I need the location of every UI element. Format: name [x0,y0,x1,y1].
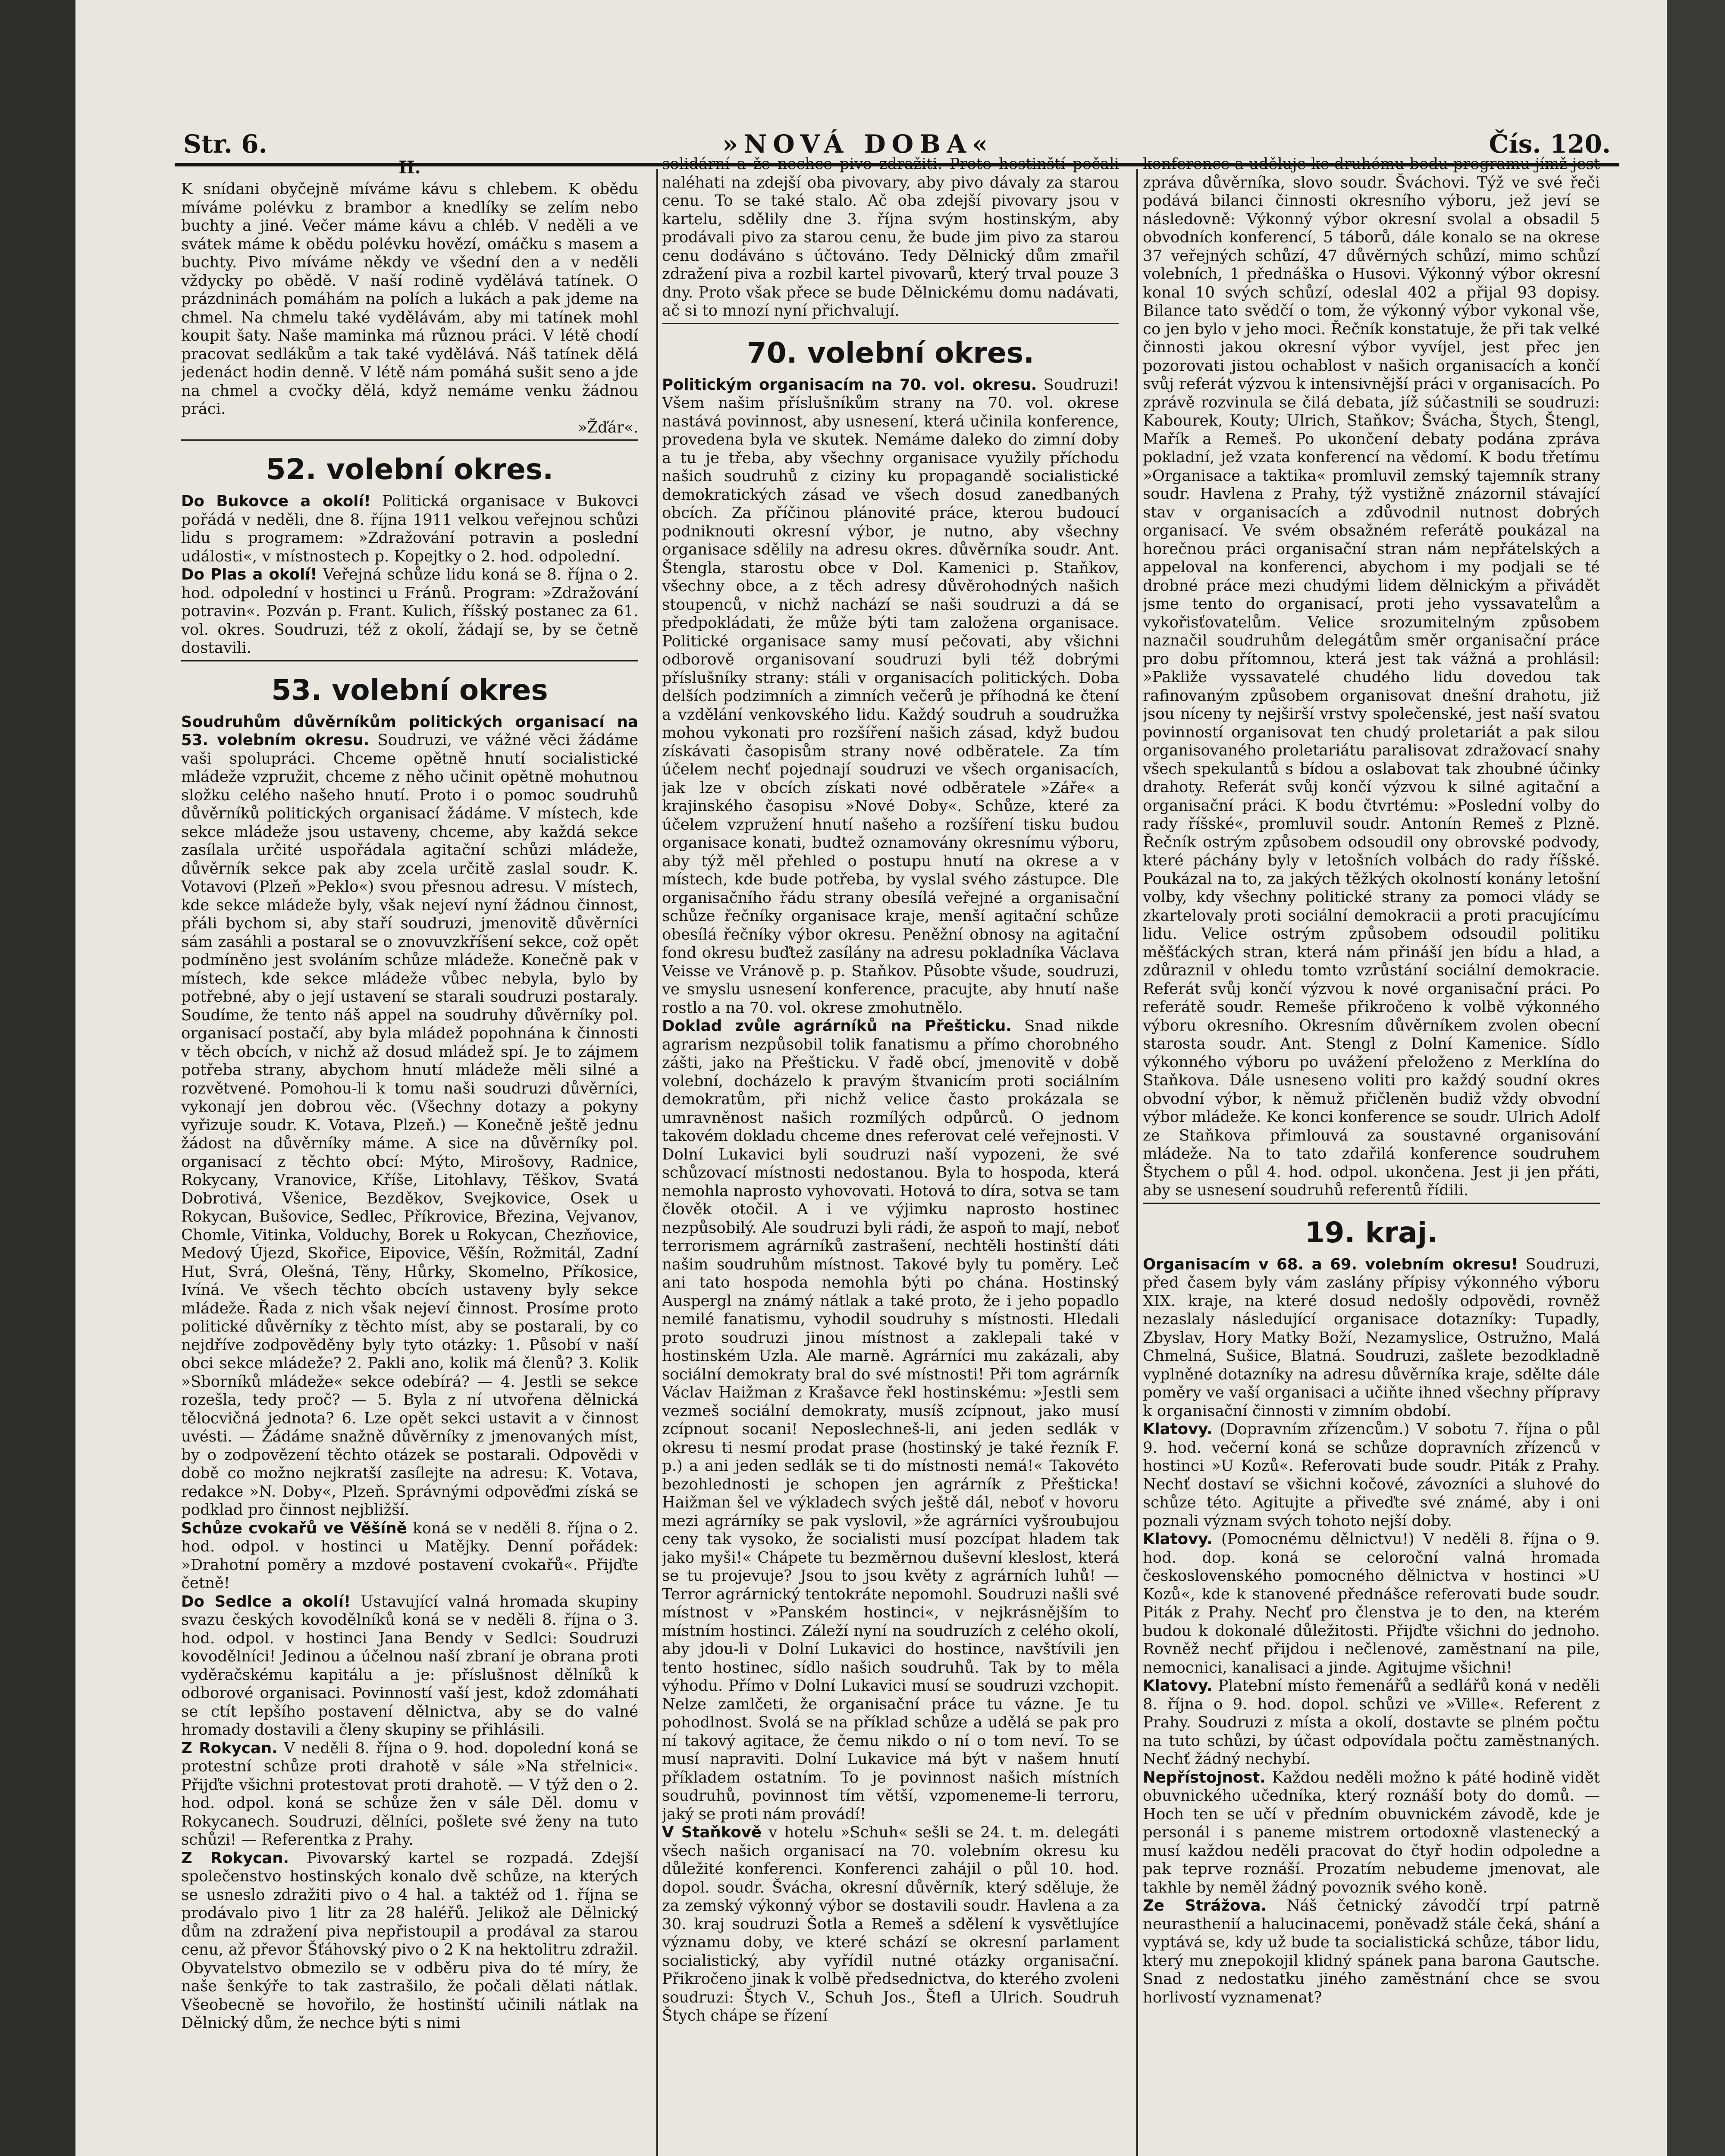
news-item-lead: Doklad zvůle agrárníků na Přešticku. [662,1017,1012,1035]
news-item-text: (Pomocnému dělnictvu!) V neděli 8. října o 9. hod. dop. koná se celoroční valná hromada československého pomocného dělnictva v hostinci »U Kozů«, kde k stanovené přednášce referovati bude soudr. Piták z Prahy. Nechť pro členstva je to den, na kterém budou k dokonalé důležitosti. Přijďte všichni do jednoho. Rovněž nechť přijdou i nečlenové, zaměstnaní na pile, nemocnici, kanalisaci a jinde. Agitujme všichni! [1143,1530,1600,1677]
news-item [662,1824,1119,2025]
news-item [662,376,1119,1018]
news-item-lead: Do Plas a okolí! [181,566,317,583]
news-item-lead: Klatovy. [1143,1420,1213,1438]
news-item [181,492,638,566]
news-item-lead: Ze Strážova. [1143,1897,1267,1915]
news-item [181,1739,638,1849]
news-item [181,1849,638,2033]
news-item-lead: Do Bukovce a okolí! [181,492,371,510]
article-continuation: solidární a že nechce pivo zdražiti. Proto hostinští počali naléhati na zdejší oba pivovary, aby pivo dávaly za starou cenu. To se také stalo. Ač oba zdejší pivovary jsou v kartelu, sdělily dne 3. října svým hostinským, aby prodávali pivo za starou cenu, že bude jim pivo za starou cenu dodáváno s účtováno. Tedy Dělnický dům zmařil zdražení piva a rozbil kartel pivovarů, který trval pouze 3 dny. Proto však přece se bude Dělnickému domu nadávati, ač si to mnozí nyní přichvalují. [662,155,1119,320]
news-item-lead: Klatovy. [1143,1530,1213,1548]
column-rule-2 [1136,169,1138,2156]
news-item-text: Náš četnický závodčí trpí patrně neurasthenií a halucinacemi, poněvadž stále čeká, shání a vyptává se, kdy už bude ta socialistická schůze, tábor lidu, který mu znepokojil klidný spánek pana barona Gautsche. Snad z nedostatku jiného zaměstnání chce se svou horlivostí vyznamenat? [1143,1897,1600,2006]
news-item [1143,1420,1600,1530]
section-divider [181,660,638,661]
news-item-text: koná se v neděli 8. října o 2. hod. odpol. v hostinci u Matějky. Denní pořádek: »Drahotní poměry a mzdové postavení cvokařů«. Přijďte četně! [181,1519,638,1592]
column-1 [181,155,638,2156]
news-item-text: Soudruzi! Všem našim příslušníkům strany na 70. vol. okrese nastává povinnost, aby usnesení, která učinila konference, provedena byla ve skutek. Nemáme daleko do zimní doby a tu je třeba, aby všechny organisace využily příchodu našich soudruhů z ciziny ku propagandě socialistické demokratických zásad ve všech dosud zanedbaných obcích. Za příčinou plánovité práce, kterou budoucí podniknouti okresní výbor, je nutno, aby všechny organisace sdělily na adresu okres. důvěrníka soudr. Ant. Štengla, starostu obce v Dol. Kamenici p. Staňkov, všechny obce, a z těch adresy důvěrohodných našich stoupenců, v nichž nachází se naši soudruzi a dá se předpokládati, že může býti tam založena organisace. Politické organisace samy musí pečovati, aby všichni odborově organisovaní soudruzi byli též dobrými příslušníky strany: stáli v organisacích politických. Doba delších podzimních a zimních večerů je příhodná ke čtení a vzdělání venkovského lidu. Každý soudruh a soudružka mohou vykonati pro rozšíření našich zásad, když budou získávati časopisům strany nové odběratele. Za tím účelem nechť pojednají soudruzi ve všech organisacích, jak lze v obcích získati nové odběratele »Záře« a krajinského časopisu »Nové Doby«. Schůze, které za účelem vzpružení hnutí našeho a rozšíření tisku budou organisace konati, budtež oznamovány okresnímu výboru, aby týž měl přehled o postupu hnutí na okrese a v místech, kde bude potřeba, by vyslal svého zástupce. Dle organisačního řádu strany obesílá veřejné a organisační schůze řečníky organisace kraje, menší agitační schůze obesílá řečníky výbor okresu. Peněžní obnosy na agitační fond okresu buďtež zasílány na adresu pokladníka Václava Veisse ve Vránově p. p. Staňkov. Působte všude, soudruzi, ve smyslu usnesení konference, pracujte, aby hnutí naše rostlo a na 70. vol. okrese zmohutnělo. [662,376,1119,1017]
section-divider [181,439,638,441]
news-item-text: (Dopravním zřízencům.) V sobotu 7. října o půl 9. hod. večerní koná se schůze dopravních zřízenců v hostinci »U Kozů«. Referovati bude soudr. Piták z Prahy. Nechť dostaví se všichni kočové, závozníci a sluhové do schůze této. Agitujte a přiveďte své známé, aby i oni poznali význam svých tohoto nejší doby. [1143,1420,1600,1530]
news-item-lead: Organisacím v 68. a 69. volebním okresu! [1143,1255,1518,1273]
news-item [181,1593,638,1739]
issue-number: Čís. 120. [1489,129,1611,159]
news-item [1143,1530,1600,1677]
section-divider [1143,1203,1600,1204]
article-signature: »Žďár«. [577,418,638,436]
news-item-lead: Do Sedlce a okolí! [181,1592,351,1611]
newspaper-title: »NOVÁ DOBA« [722,129,994,159]
news-item-text: V neděli 8. října o 9. hod. dopolední koná se protestní schůze proti drahotě v sále »Na střelnici«. Přijďte všichni protestovat proti drahotě. — V týž den o 2. hod. odpol. koná se schůze žen v sále Děl. domu v Rokycanech. Soudruzi, dělníci, pošlete své ženy na tuto schůzi! — Referentka z Prahy. [181,1739,638,1849]
page-number: Str. 6. [183,129,267,159]
article-paragraph: K snídani obyčejně míváme kávu s chlebem. K obědu míváme polévku z brambor a knedlíky se zelím nebo buchty a jiné. Večer máme kávu a chléb. V neděli a ve svátek máme k obědu polévku hovězí, omáčku s masem a buchty. Pivo míváme někdy ve všední den a v neděli vždycky po obědě. V naší rodině vydělává tatínek. O prázdninách pomáhám na polích a lukách a pak jdeme na chmel. Na chmelu také vydělávám, aby mi tatínek mohl koupit šaty. Naše maminka má různou práci. V létě chodí pracovat sedlákům a tak také vydělává. Náš tatínek dělá jedenáct hodin denně. V létě nám pomáhá sušit seno a jde na chmel a cvočky dělá, když nemáme venku žádnou práci. [181,180,638,418]
column-2 [662,155,1119,2156]
section-heading-19-kraj: 19. kraj. [1305,1216,1438,1249]
news-item-text: Snad nikde agrarism nezpůsobil tolik fanatismu a přímo chorobného zášti, jako na Přešticku. V řadě obcí, jmenovitě v době volební, docházelo k pravým štvanicím proti sociálním demokratům, při nichž velice často prokázala se umravněnost našich rozmílých odpůrců. O jednom takovém dokladu chceme dnes referovat celé veřejnosti. V Dolní Lukavici byli soudruzi naší vypozeni, že své schůzovací místnosti nedostanou. Byla to hospoda, která nemohla naprosto vyhovovati. Hotová to díra, sotva se tam člověk otočil. A i ve výjimku naprosto hostinec nezpůsobilý. Ale soudruzi byli rádi, že aspoň to mají, neboť terrorismem agrárníků zastrašení, nechtěli hostinští dáti našim soudruhům místnost. Takové byly tu poměry. Leč ani tato hospoda nemohla býti po chána. Hostinský Auspergl na známý nátlak a také proto, že i jeho popadlo nemilé fanatismu, vyhodil soudruhy s místnosti. Hledali proto soudruzi jinou místnost a zaklepali také v hostinském Uzla. Ale marně. Agrárníci mu zakázali, aby sociální demokraty bral do své místnosti! Při tom agrárník Václav Haižman z Krašavce řekl hostinskému: »Jestli sem vezmeš sociální demokraty, musíš zcípnout, jako musí zcípnout socani! Neposlechneš-li, ani jeden sedlák v okresu ti nesmí prodat prase (hostinský je také řezník F. p.) a ani jeden sedlák se ti do místnosti nemá!« Takovéto bezohlednosti je schopen jen agrárník z Přešticka! Haižman šel ve výkladech svých ještě dál, neboť v hovoru mezi agrárníky se pak vyslovil, »že agrárníci vyšroubujou ceny tak vysoko, že socialisti musí pozcípat hladem tak jako myši!« Chápete tu bezměrnou duševní kleslost, která se tu projevuje? Jsou to jsou květy z agrárních luhů! — Terror agrárnický tentokráte nepomohl. Soudruzi našli své místnost v »Panském hostinci«, v nejkrásnějším to místním hostinci. Záleží nyní na soudruzích z celého okolí, aby jdou-li v Dolní Lukavici do hostince, navštívili jen tento hostinec, sídlo našich soudruhů. Tak by to měla výhodu. Přímo v Dolní Lukavici musí se soudruzi vzchopit. Nelze zamlčeti, že organisační práce tu vázne. Je tu pohodlnost. Svolá se na příklad schůze a udělá se pak pro ní takový agitace, že čemu nikdo o ní o tom neví. To se musí napraviti. Dolní Lukavice má být v našem hnutí příkladem ostatním. To je povinnost našich místních soudruhů, povinnost tím větší, vzpomeneme-li terroru, jaký se proti nám provádí! [662,1017,1119,1823]
column-rule-1 [656,169,658,2156]
news-item [1143,1897,1600,2007]
section-heading-52: 52. volební okres. [266,453,554,486]
news-item [181,1520,638,1593]
news-item [662,1017,1119,1824]
news-item-text: Soudruzi, před časem byly vám zaslány přípisy výkonného výboru XIX. kraje, na které dosud nedošly odpovědi, rovněž nezaslaly následující organisace dotazníky: Tupadly, Zbyslav, Hory Matky Boží, Nezamyslice, Ostružno, Malá Chmelná, Sušice, Blatná. Soudruzi, zašlete bezodkladně vyplněné dotazníky na adresu důvěrníka kraje, sdělte dále poměry ve vaší organisaci a učiňte ihned všechny přípravy k organisační činnosti v zimním období. [1143,1255,1600,1420]
news-item-text: v hotelu »Schuh« sešli se 24. t. m. delegáti všech našich organisací na 70. volebním okresu ku důležité konferenci. Konferenci zahájil o půl 10. hod. dopol. soudr. Švácha, okresní důvěrník, který sděluje, že za zemský výkonný výbor se dostavili soudr. Havlena a za 30. kraj soudruzi Šotla a Remeš a sdělení k vysvětlujíce významu doby, ve které schází se okresní parlament socialistický, aby vyřídil nutné otázky organisační. Přikročeno jinak k volbě předsednictva, do kterého zvoleni soudruzi: Štych V., Schuh Jos., Štefl a Ulrich. Soudruh Štych chápe se řízení [662,1824,1119,2024]
news-item [1143,1769,1600,1897]
news-item-lead: Klatovy. [1143,1677,1213,1695]
news-item-lead: Soudruhům důvěrníkům politických organisací na 53. volebním okresu. [181,713,638,749]
article-continuation: konference a uděluje ke druhému bodu programu jímž jest zpráva důvěrníka, slovo soudr. Šváchovi. Týž ve své řeči podává bilanci činnosti okresního výboru, jež jeví se následovně: Výkonný výbor okresní svolal a obsadil 5 obvodních konferencí, 5 táborů, dále konalo se na okrese 37 veřejných schůzí, 47 důvěrných schůzí, mimo schůzí volebních, 1 přednáška o Husovi. Výkonný výbor okresní konal 10 svých schůzí, odeslal 402 a přijal 93 dopisy. Bilance tato svědčí o tom, že výkonný výbor vykonal vše, co jen bylo v jeho moci. Řečník konstatuje, že při tak velké činnosti jakou okresní výbor vyvíjel, jest přec jen pozorovati jistou ochablost v našich organisacích a končí svůj referát výzvou k intensivnější práci v organisacích. Po zprávě rozvinula se čilá debata, jíž súčastnili se soudruzi: Kabourek, Kouty; Ulrich, Staňkov; Švácha, Štych, Štengl, Mařík a Remeš. Po ukončení debaty podána zpráva pokladní, jež vzata konferencí na vědomí. K bodu třetímu »Organisace a taktika« promluvil zemský tajemník strany soudr. Havlena z Prahy, týž vystižně znázornil stávající stav v organisacích a zdůvodnil nutnost dobrých organisací. Ve svém obsažném referátě poukázal na horečnou práci organisační stran nám nepřátelských a appeloval na konferenci, abychom i my podjali se té drobné práce mezi chudými lidem dělnickým a přivádět jsme tento do organisací, proti jeho vyssavatelům a vykořisťovatelům. Velice srozumitelným způsobem naznačil soudruhům delegátům směr organisační práce pro dobu přítomnou, která jest tak vážná a prohlásil: »Pakliže vyssavatelé chudého lidu dovedou tak rafinovaným způsobem organisovat dnešní drahotu, již jsou níceny ty nejširší vrstvy společenské, jest naší svatou povinností organisovat ten chudý proletariát a pak silou organisovaného proletariátu paralisovat zdražovací snahy všech spekulantů s bídou a oslabovat tak zhoubné účinky drahoty. Referát svůj končí výzvou k silné agitační a organisační práci. K bodu čtvrtému: »Poslední volby do rady říšské«, promluvil soudr. Antonín Remeš z Plzně. Řečník ostrým způsobem odsoudil ony obrovské podvody, které páchány byly v letošních volbách do rady říšské. Poukázal na to, za jakých těžkých okolností konány letošní volby, kdy všechny politické strany za pomoci vlády se zkartelovaly proti sociální demokracii a proti pracujícímu lidu. Velice ostrým způsobem odsoudil politiku měšťáckých stran, která nám přináší jen bídu a hlad, a zdůraznil v ohledu tomto vzrůstání sociální demokracie. Referát svůj končí výzvou k nové organisační práci. Po referátě soudr. Remeše přikročeno k volbě výkonného výboru okresního. Okresním důvěrníkem zvolen obecní starosta soudr. Ant. Stengl z Dolní Kamenice. Sídlo výkonného výboru po uvážení přeloženo z Merklína do Staňkova. Dále usneseno voliti pro každý soudní okres obvodní výbor, k němuž přičleněn budiž vždy obvodní výbor mládeže. Ke konci konference se soudr. Ulrich Adolf ze Staňkova přimlouvá za soustavné organisování mládeže. Na to tato zdařilá konference soudruhem Štychem o půl 4. hod. odpol. ukončena. Jest ji jen přáti, aby se usnesení soudruhů referentů řídili. [1143,155,1600,1199]
news-item-lead: Z Rokycan. [181,1849,289,1867]
news-item [181,566,638,658]
section-heading-53: 53. volební okres [271,673,548,707]
news-item-text: Veřejná schůze lidu koná se 8. října o 2. hod. odpolední v hostinci u Fránů. Program: »Zdražování potravin«. Pozván p. Frant. Kulich, říšský postanec za 61. vol. okres. Soudruzi, též z okolí, žádají se, by se četně dostavili. [181,566,638,657]
section-heading-70: 70. volební okres. [746,336,1035,370]
part-heading: II. [398,157,421,178]
news-item-text: Pivovarský kartel se rozpadá. Zdejší společenstvo hostinských konalo dvě schůze, na kterých se usneslo zdražiti pivo o 4 hal. a taktéž od 1. října se prodávalo pivo 1 litr za 28 haléřů. Jelikož ale Dělnický dům na zdražení piva nepřistoupil a prodával za starou cenu, až převor Šťáhovský pivo o 2 K na hektolitru zdražil. Obyvatelstvo obmezilo se v odběru piva do té míry, že naše šenkýře to tak zastrašilo, že počali dělati nátlak. Všeobecně se hovořilo, že hostinští učinili nátlak na Dělnický dům, že nechce býti s nimi [181,1849,638,2032]
news-item-text: Soudruzi, ve vážné věci žádáme vaši spolupráci. Chceme opětně hnutí socialistické mládeže vzpružit, chceme z něho učinit opětně mohutnou složku celého našeho hnutí. Proto i o pomoc soudruhů důvěrníků politických organisací žádáme. V místech, kde sekce mládeže jsou ustaveny, chceme, aby každá sekce zasílala určité uspořádala agitační schůzi mládeže, důvěrník sekce pak aby zcela určitě zaslal soudr. K. Votavovi (Plzeň »Peklo«) svou přesnou adresu. V místech, kde sekce mládeže byly, však nejeví nyní žádnou činnost, přáli bychom si, aby staří soudruzi, jmenovitě důvěrníci sám zasáhli a postaral se o znovuvzkříšení sekce, což opět podmíněno jest svoláním schůze mládeže. Konečně pak v místech, kde sekce mládeže vůbec nebyla, bylo by potřebné, aby o její ustavení se starali soudruzi postaraly. Soudíme, že tento náš appel na soudruhy důvěrníky pol. organisací postačí, aby byla mládež popohnána k činnosti v těch obcích, v nichž až dosud mládež spí. Je to zájmem potřeba strany, abychom hnutí mládeže měli silné a rozvětvené. Pomohou-li k tomu naši soudruzi důvěrníci, vykonají jen dobrou věc. (Všechny dotazy a pokyny vyřizuje soudr. K. Votava, Plzeň.) — Konečně ještě jednu žádost na důvěrníky máme. A sice na důvěrníky pol. organisací z těchto obcí: Mýto, Mirošovy, Radnice, Rokycany, Vranovice, Kříše, Litohlavy, Těškov, Svatá Dobrotivá, Všenice, Bezděkov, Svejkovice, Osek u Rokycan, Bušovice, Sedlec, Příkrovice, Březina, Vejvanov, Chomle, Vitinka, Volduchy, Borek u Rokycan, Chezňovice, Medový Újezd, Skořice, Eipovice, Věšín, Rožmitál, Zadní Hut, Svrá, Olešná, Těny, Hůrky, Skomelno, Příkosice, Ivíná. Ve všech těchto obcích ustaveny byly sekce mládeže. Řada z nich však nejeví činnost. Prosíme proto politické důvěrníky z těchto míst, aby se postarali, by co nejdříve zodpověděny byly tyto otázky: 1. Působí v naší obci sekce mládeže? 2. Pakli ano, kolik má členů? 3. Kolik »Sborníků mládeže« sekce odebírá? — 4. Jestli se sekce rozešla, tedy proč? — 5. Byla z ní utvořena dělnická tělocvičná jednota? 6. Lze opět sekci ustavit a v činnost uvésti. — Žádáme snažně důvěrníky z jmenovaných míst, by o zodpovězení těchto otázek se postarali. Odpovědi v době co možno nejkratší zasílejte na adresu: K. Votava, redakce »N. Doby«, Plzeň. Správnými odpověďmi získá se podklad pro činnost nejbližší. [181,731,638,1519]
column-3 [1143,155,1600,2156]
news-item-text: Ustavující valná hromada skupiny svazu českých kovodělníků koná se v neděli 8. října o 3. hod. odpol. v hostinci Jana Bendy v Sedlci: Soudruzi kovodělníci! Jedinou a účelnou naší zbraní je obrana proti vyděračskému kapitálu a je: příslušnost dělníků k odborové organisaci. Povinností vaší jest, kdož zdomáhati se ctít lepšího postavení dělnictva, aby se do valné hromady dostavili a členy skupiny se přihlásili. [181,1592,638,1739]
news-item-text: Platební místo řemenářů a sedlářů koná v neděli 8. října o 9. hod. dopol. schůzi ve »Ville«. Referent z Prahy. Soudruzi z místa a okolí, dostavte se plném počtu na tuto schůzi, by účast odpovídala počtu zaměstnaných. Nechť žádný nechybí. [1143,1677,1600,1768]
news-item [181,713,638,1520]
news-item-text: Politická organisace v Bukovci pořádá v neděli, dne 8. října 1911 velkou veřejnou schůzi lidu s programem: »Zdražování potravin a poslední události«, v místnostech p. Kopejtky o 2. hod. odpolední. [181,492,638,565]
scan-border-right [1667,0,1725,2156]
news-item [1143,1256,1600,1421]
section-divider [662,323,1119,324]
news-item [1143,1677,1600,1769]
news-item-lead: Schůze cvokařů ve Věšíně [181,1519,407,1537]
news-item-text: Každou neděli možno k páté hodině vidět obuvnického učedníka, který roznáší boty do domů. — Hoch ten se učí v předním obuvnickém závodě, kde je personál i s paneme mistrem ortodoxně vlastenecký a musí každou neděli pracovat do čtyř hodin odpoledne a pak teprve roznáší. Prozatím nebudeme jmenovat, ale takhle by neměl žádný povoznik svého koně. [1143,1768,1600,1896]
scan-border-left [0,0,75,2156]
news-item-lead: Nepřístojnost. [1143,1768,1266,1786]
news-item-lead: Z Rokycan. [181,1739,278,1757]
news-item-lead: Politickým organisacím na 70. vol. okresu. [662,376,1037,394]
news-item-lead: V Staňkově [662,1824,762,1841]
